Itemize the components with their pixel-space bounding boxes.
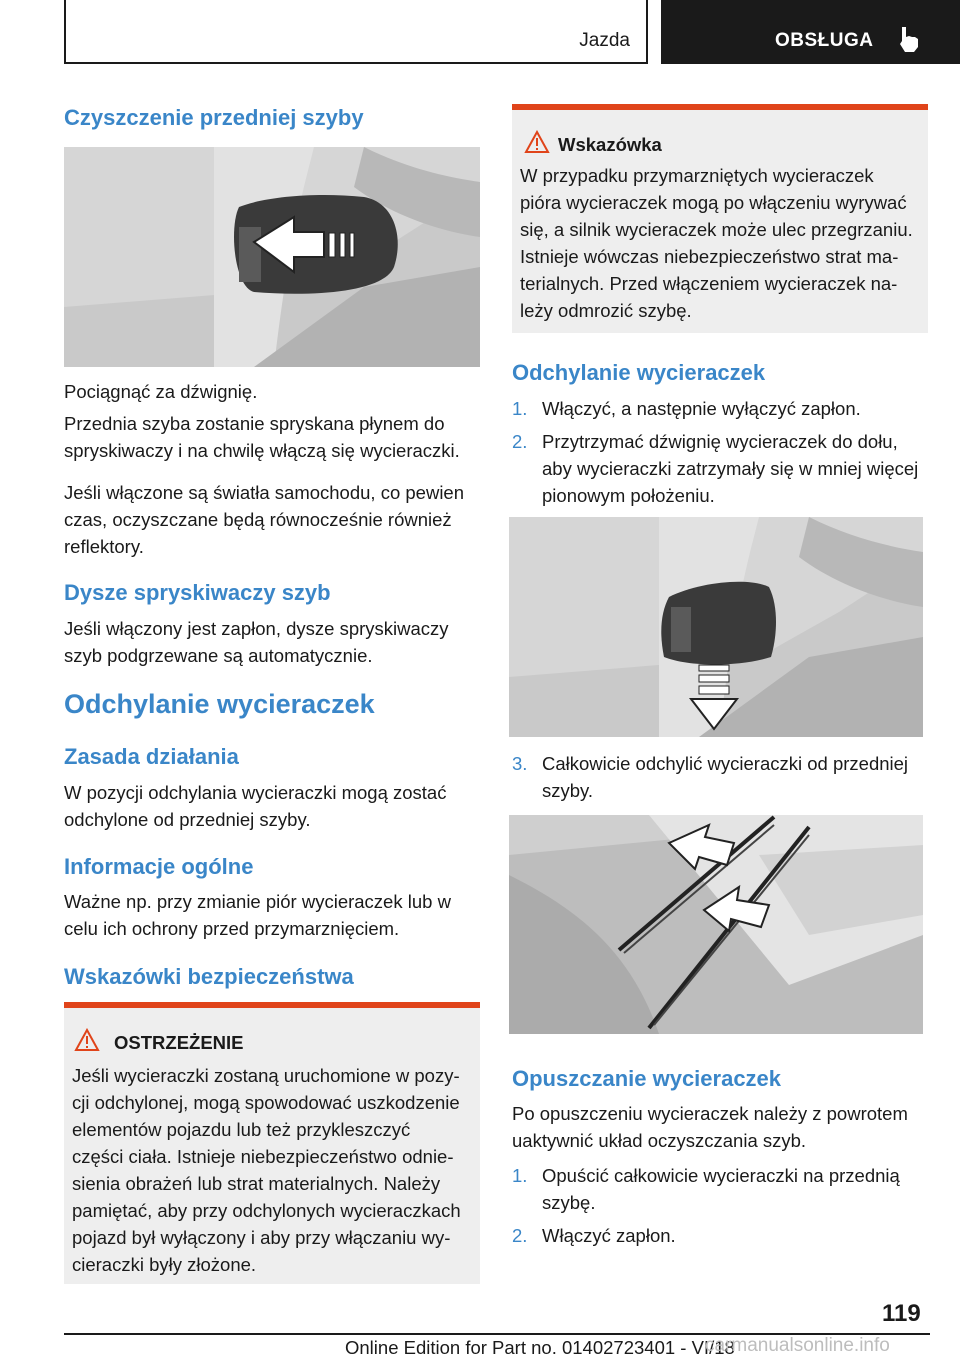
- step-item: [512, 395, 928, 422]
- heading-general-info: Informacje ogólne: [64, 854, 254, 879]
- heading-wiper-folding: Odchylanie wycieraczek: [64, 689, 375, 719]
- heading-clean-windshield: Czyszczenie przedniej szyby: [64, 105, 364, 130]
- step-text: Włączyć zapłon.: [542, 1225, 676, 1246]
- step-number: 1.: [512, 1165, 528, 1186]
- warning-line: sienia obrażeń lub strat materialnych. Należy: [72, 1173, 441, 1194]
- warning-triangle-icon: [74, 1028, 100, 1052]
- warning-line: pamiętać, aby przy odchylonych wycieraczkach: [72, 1200, 461, 1221]
- step-text: Przytrzymać dźwignię wycieraczek do dołu, aby wycieraczki zatrzymały się w mniej więcej pionowym położeniu.: [542, 431, 919, 506]
- note-title: Wskazówka: [558, 134, 662, 155]
- figure-wiper-lever-pull: [64, 147, 480, 367]
- hand-pointer-icon: [897, 25, 923, 53]
- watermark: carmanualsonline.info: [705, 1335, 890, 1356]
- note-line: W przypadku przymarzniętych wycieraczek: [520, 165, 874, 186]
- warning-line: cieraczki były złożone.: [72, 1254, 257, 1275]
- paragraph-general-info: Ważne np. przy zmianie piór wycieraczek lub w celu ich ochrony przed przymarznięciem.: [64, 891, 451, 939]
- step-number: 2.: [512, 431, 528, 452]
- paragraph-headlights-cleaned: Jeśli włączone są światła samochodu, co pewien czas, oczyszczane będą równocześnie również reflektory.: [64, 482, 465, 557]
- step-text: Opuścić całkowicie wycieraczki na przednią szybę.: [542, 1165, 900, 1213]
- heading-safety-notes: Wskazówki bezpieczeństwa: [64, 964, 354, 989]
- step-item: [512, 1162, 928, 1216]
- step-item: [512, 1222, 928, 1249]
- step-number: 2.: [512, 1225, 528, 1246]
- warning-line: elementów pojazdu lub też przykleszczyć: [72, 1119, 411, 1140]
- note-line: terialnych. Przed włączeniem wycieraczek na-: [520, 273, 898, 294]
- warning-line: cji odchylonej, mogą spowodować uszkodzenie: [72, 1092, 460, 1113]
- page-number: 119: [882, 1300, 921, 1327]
- steps-fold-3: [512, 750, 928, 810]
- warning-title: OSTRZEŻENIE: [114, 1032, 244, 1053]
- warning-bar: [64, 1002, 480, 1008]
- note-line: Istnieje wówczas niebezpieczeństwo strat ma-: [520, 246, 899, 267]
- steps-lower: [512, 1162, 928, 1255]
- step-text: Całkowicie odchylić wycieraczki od przedniej szyby.: [542, 753, 909, 801]
- step-item: [512, 750, 928, 804]
- step-number: 1.: [512, 398, 528, 419]
- heading-lower-wipers: Opuszczanie wycieraczek: [512, 1066, 782, 1091]
- heading-principle: Zasada działania: [64, 744, 239, 769]
- note-line: się, a silnik wycieraczek może ulec przegrzaniu.: [520, 219, 913, 240]
- figure-wipers-folded-away: [509, 815, 923, 1034]
- paragraph-pull-lever: Pociągnąć za dźwignię.: [64, 381, 258, 402]
- warning-line: części ciała. Istnieje niebezpieczeństwo odnie-: [72, 1146, 454, 1167]
- header-section: Jazda: [579, 30, 630, 51]
- header-frame: [64, 0, 648, 64]
- step-text: Włączyć, a następnie wyłączyć zapłon.: [542, 398, 861, 419]
- steps-fold: [512, 395, 928, 515]
- note-line: pióra wycieraczek mogą po włączeniu wyrywać: [520, 192, 907, 213]
- paragraph-windshield-sprayed: Przednia szyba zostanie spryskana płynem do spryskiwaczy i na chwilę włączą się wycieraczki.: [64, 413, 460, 461]
- warning-text: [72, 1062, 461, 1278]
- paragraph-lower-wipers: Po opuszczeniu wycieraczek należy z powrotem uaktywnić układ oczyszczania szyb.: [512, 1103, 908, 1151]
- header-tab[interactable]: [661, 0, 960, 64]
- note-bar: [512, 104, 928, 110]
- warning-box: [64, 1002, 480, 1284]
- note-text: [520, 162, 913, 324]
- step-number: 3.: [512, 753, 528, 774]
- heading-fold-wipers: Odchylanie wycieraczek: [512, 360, 766, 385]
- paragraph-nozzles-heated: Jeśli włączony jest zapłon, dysze spryskiwaczy szyb podgrzewane są automatycznie.: [64, 618, 449, 666]
- header-tab-label: OBSŁUGA: [775, 30, 874, 51]
- heading-washer-nozzles: Dysze spryskiwaczy szyb: [64, 580, 331, 605]
- edition-note: Online Edition for Part no. 01402723401 - VI/18: [345, 1337, 735, 1358]
- step-item: [512, 428, 928, 509]
- figure-wiper-lever-push-down: [509, 517, 923, 737]
- warning-line: pojazd był wyłączony i aby przy włączaniu wy-: [72, 1227, 451, 1248]
- warning-line: Jeśli wycieraczki zostaną uruchomione w pozy-: [72, 1065, 460, 1086]
- note-line: leży odmrozić szybę.: [520, 300, 692, 321]
- note-box: [512, 104, 928, 333]
- paragraph-principle: W pozycji odchylania wycieraczki mogą zostać odchylone od przedniej szyby.: [64, 782, 447, 830]
- warning-triangle-icon: [524, 130, 550, 154]
